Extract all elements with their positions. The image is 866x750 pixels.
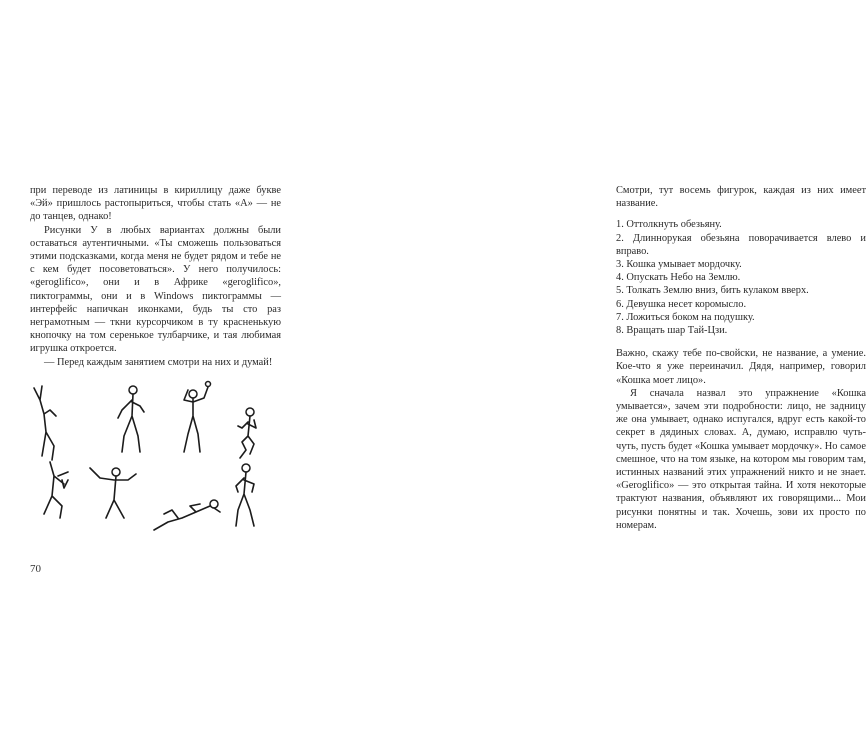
stick-figure-2 xyxy=(118,386,144,452)
right-paragraph-2: Я сначала назвал это упражнение «Кошка умывается», зачем эти подробности: лицо, не задницу же она умывает, однако испугался, вдруг есть какой-то секрет в дядиных словах. А, думаю, исправлю чуть-чуть, пусть будет «Кошка умывает мордочку». Но самое смешное, что на том языке, на котором мы говорим там, истинных названий этих упражнений никто и не знает. «Geroglifico» — это открытая тайна. И хотя некоторые трактуют названия, объявляют их говорящими... Мои рисунки понятны и так. Хочешь, зови их просто по номерам. xyxy=(616,387,866,531)
exercise-item-1: 1. Оттолкнуть обезьяну. xyxy=(616,219,722,231)
exercise-item-8: 8. Вращать шар Тай-Цзи. xyxy=(616,325,728,337)
left-page xyxy=(0,0,300,750)
stick-figure-8 xyxy=(236,464,254,526)
stick-figure-7 xyxy=(154,500,220,530)
exercise-item-3: 3. Кошка умывает мордочку. xyxy=(616,259,742,271)
page-number: 70 xyxy=(30,563,41,575)
exercise-item-5: 5. Толкать Землю вниз, бить кулаком вверх. xyxy=(616,285,809,297)
right-page xyxy=(300,0,866,750)
stick-figure-5 xyxy=(44,462,68,518)
stick-figure-4 xyxy=(238,408,256,458)
left-page-text xyxy=(30,184,281,369)
stick-figure-3 xyxy=(184,382,211,453)
right-paragraph-1: Важно, скажу тебе по-свойски, не название, а умение. Кое-что я уже переиначил. Дядя, например, говорил «Кошка моет лицо». xyxy=(616,348,866,386)
left-paragraph-1: при переводе из латиницы в кириллицу даже букве «Эй» пришлось растопыриться, чтобы стать «А» — не до танцев, однако! xyxy=(30,185,281,223)
stick-figure-6 xyxy=(90,468,136,518)
exercise-item-7: 7. Ложиться боком на подушку. xyxy=(616,311,755,323)
left-paragraph-3: — Перед каждым занятием смотри на них и думай! xyxy=(44,356,273,368)
stick-figures-illustration xyxy=(28,380,276,530)
exercise-item-4: 4. Опускать Небо на Землю. xyxy=(616,272,741,284)
left-paragraph-2: Рисунки У в любых вариантах должны были оставаться аутентичными. «Ты сможешь пользоваться этими подсказками, когда меня не будет рядом и тебе не с кем будет посоветоваться». У него получилось: «geroglifico», они и в Африке «geroglifico», пиктограммы, они и в Windows пиктограммы — интерфейс напичкан иконками, будь ты сто раз неграмотным — ткни курсорчиком в ту красненькую кнопочку на том серенькое тулбарчике, и тая любимая игрушка откроется. xyxy=(30,224,281,355)
right-intro: Смотри, тут восемь фигурок, каждая из них имеет название. xyxy=(616,185,866,210)
stick-figure-1 xyxy=(34,386,56,460)
exercise-item-2: 2. Длиннорукая обезьяна поворачивается влево и вправо. xyxy=(616,232,866,257)
exercise-list xyxy=(616,218,866,337)
exercise-item-6: 6. Девушка несет коромысло. xyxy=(616,298,747,310)
right-page-text xyxy=(616,184,866,532)
